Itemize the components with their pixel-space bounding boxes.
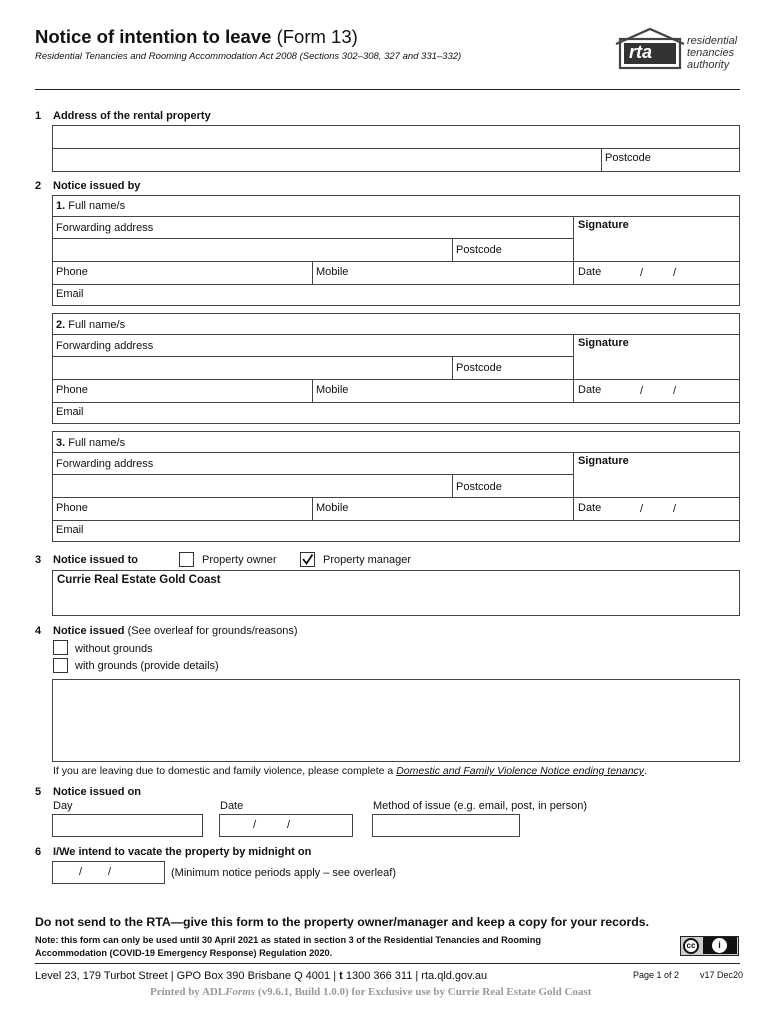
rta-logo-line1: residential	[687, 35, 738, 47]
tenant-3-forwarding-label[interactable]: Forwarding address	[56, 458, 154, 470]
address-postcode-label: Postcode	[605, 152, 651, 164]
section-2-heading: Notice issued by	[53, 180, 141, 192]
tenant-3-name-label[interactable]: 3. Full name/s	[56, 437, 126, 449]
header-rule	[35, 89, 740, 90]
issued-day-label: Day	[53, 800, 73, 812]
tenant-2-date-label[interactable]: Date	[578, 384, 602, 396]
tenant-2-date-slash-2: /	[673, 385, 677, 397]
tenant-3-date-slash-1: /	[640, 503, 644, 515]
tenant-2-mobile-label[interactable]: Mobile	[316, 384, 349, 396]
form-title	[35, 26, 358, 48]
issued-date-label: Date	[220, 800, 244, 812]
tenant-2-postcode-label[interactable]: Postcode	[456, 362, 502, 374]
covid-note-line-1: Note: this form can only be used until 30 April 2021 as stated in section 3 of the Residential Tenancies and Rooming	[35, 935, 541, 945]
vacate-date-slash-2: /	[108, 866, 112, 878]
issue-method-field[interactable]	[372, 814, 520, 837]
section-3-heading: Notice issued to	[53, 554, 138, 566]
tenant-2-signature-label[interactable]: Signature	[578, 337, 629, 349]
tenant-1-date-label[interactable]: Date	[578, 266, 602, 278]
issued-date-slash-2: /	[287, 819, 291, 831]
section-6-heading: I/We intend to vacate the property by midnight on	[53, 846, 312, 858]
form-title-main: Notice of intention to leave	[35, 26, 272, 47]
tenant-1-date-slash-1: /	[640, 267, 644, 279]
vacate-note: (Minimum notice periods apply – see overleaf)	[171, 867, 396, 879]
vacate-date-slash-1: /	[79, 866, 83, 878]
section-4-heading: Notice issued (See overleaf for grounds/reasons)	[53, 625, 298, 637]
printed-by-notice: Printed by ADLForms (v9.6.1, Build 1.0.0) for Exclusive use by Currie Real Estate Gold Coast	[150, 986, 592, 998]
rta-logo-line3: authority	[687, 59, 730, 71]
issue-method-label: Method of issue (e.g. email, post, in person)	[373, 800, 587, 812]
issued-day-field[interactable]	[52, 814, 203, 837]
issued-date-field[interactable]	[219, 814, 353, 837]
section-2-number: 2	[35, 180, 42, 192]
tenant-3-email-label[interactable]: Email	[56, 524, 84, 536]
tenant-1-postcode-label[interactable]: Postcode	[456, 244, 502, 256]
cc-icon: cc	[683, 938, 699, 954]
tenant-1-phone-label[interactable]: Phone	[56, 266, 88, 278]
section-1-heading: Address of the rental property	[53, 110, 211, 122]
property-owner-label: Property owner	[202, 554, 277, 566]
tenant-3-block	[52, 431, 740, 542]
without-grounds-checkbox[interactable]	[53, 640, 68, 655]
form-subtitle: Residential Tenancies and Rooming Accommodation Act 2008 (Sections 302–308, 327 and 331–332)	[35, 51, 462, 62]
section-5-number: 5	[35, 786, 42, 798]
attribution-icon: i	[712, 938, 727, 953]
notice-recipient-value: Currie Real Estate Gold Coast	[57, 574, 221, 586]
tenant-3-date-slash-2: /	[673, 503, 677, 515]
tenant-2-name-label[interactable]: 2. Full name/s	[56, 319, 126, 331]
checkmark-icon	[301, 553, 314, 566]
without-grounds-label: without grounds	[75, 643, 153, 655]
tenant-1-date-slash-2: /	[673, 267, 677, 279]
form-version: v17 Dec20	[700, 970, 744, 980]
rta-contact-address: Level 23, 179 Turbot Street | GPO Box 390 Brisbane Q 4001 | t 1300 366 311 | rta.qld.gov.au	[35, 970, 488, 982]
address-line-2-field[interactable]	[52, 148, 602, 172]
footer-rule	[35, 963, 740, 964]
tenant-1-forwarding-label[interactable]: Forwarding address	[56, 222, 154, 234]
section-4-number: 4	[35, 625, 42, 637]
form-title-number: (Form 13)	[276, 26, 358, 47]
section-6-number: 6	[35, 846, 42, 858]
tenant-1-signature-label[interactable]: Signature	[578, 219, 629, 231]
do-not-send-warning: Do not send to the RTA—give this form to the property owner/manager and keep a copy for your records.	[35, 915, 650, 929]
section-1-number: 1	[35, 110, 42, 122]
tenant-3-mobile-label[interactable]: Mobile	[316, 502, 349, 514]
tenant-2-phone-label[interactable]: Phone	[56, 384, 88, 396]
tenant-1-block	[52, 195, 740, 306]
tenant-2-email-label[interactable]: Email	[56, 406, 84, 418]
creative-commons-badge	[680, 936, 739, 956]
covid-note-line-2: Accommodation (COVID-19 Emergency Response) Regulation 2020.	[35, 948, 333, 958]
rta-logo-mark: rta	[629, 42, 653, 62]
grounds-details-field[interactable]	[52, 679, 740, 762]
tenant-2-forwarding-label[interactable]: Forwarding address	[56, 340, 154, 352]
section-3-number: 3	[35, 554, 42, 566]
tenant-3-signature-label[interactable]: Signature	[578, 455, 629, 467]
rta-logo-line2: tenancies	[687, 47, 735, 59]
tenant-1-mobile-label[interactable]: Mobile	[316, 266, 349, 278]
tenant-1-email-label[interactable]: Email	[56, 288, 84, 300]
issued-date-slash-1: /	[253, 819, 257, 831]
dfv-notice-text: If you are leaving due to domestic and family violence, please complete a Domestic and Family Violence Notice ending tenancy.	[53, 765, 647, 777]
with-grounds-checkbox[interactable]	[53, 658, 68, 673]
property-owner-checkbox[interactable]	[179, 552, 194, 567]
tenant-3-postcode-label[interactable]: Postcode	[456, 481, 502, 493]
address-line-1-field[interactable]	[52, 125, 740, 149]
tenant-1-name-label[interactable]: 1. Full name/s	[56, 200, 126, 212]
page-number: Page 1 of 2	[633, 970, 680, 980]
with-grounds-label: with grounds (provide details)	[75, 660, 219, 672]
section-5-heading: Notice issued on	[53, 786, 142, 798]
tenant-2-date-slash-1: /	[640, 385, 644, 397]
rta-logo	[612, 24, 747, 74]
property-manager-label: Property manager	[323, 554, 412, 566]
tenant-3-phone-label[interactable]: Phone	[56, 502, 88, 514]
property-manager-checkbox[interactable]	[300, 552, 315, 567]
dfv-notice-link[interactable]: Domestic and Family Violence Notice ending tenancy	[396, 765, 645, 777]
tenant-2-block	[52, 313, 740, 424]
tenant-3-date-label[interactable]: Date	[578, 502, 602, 514]
